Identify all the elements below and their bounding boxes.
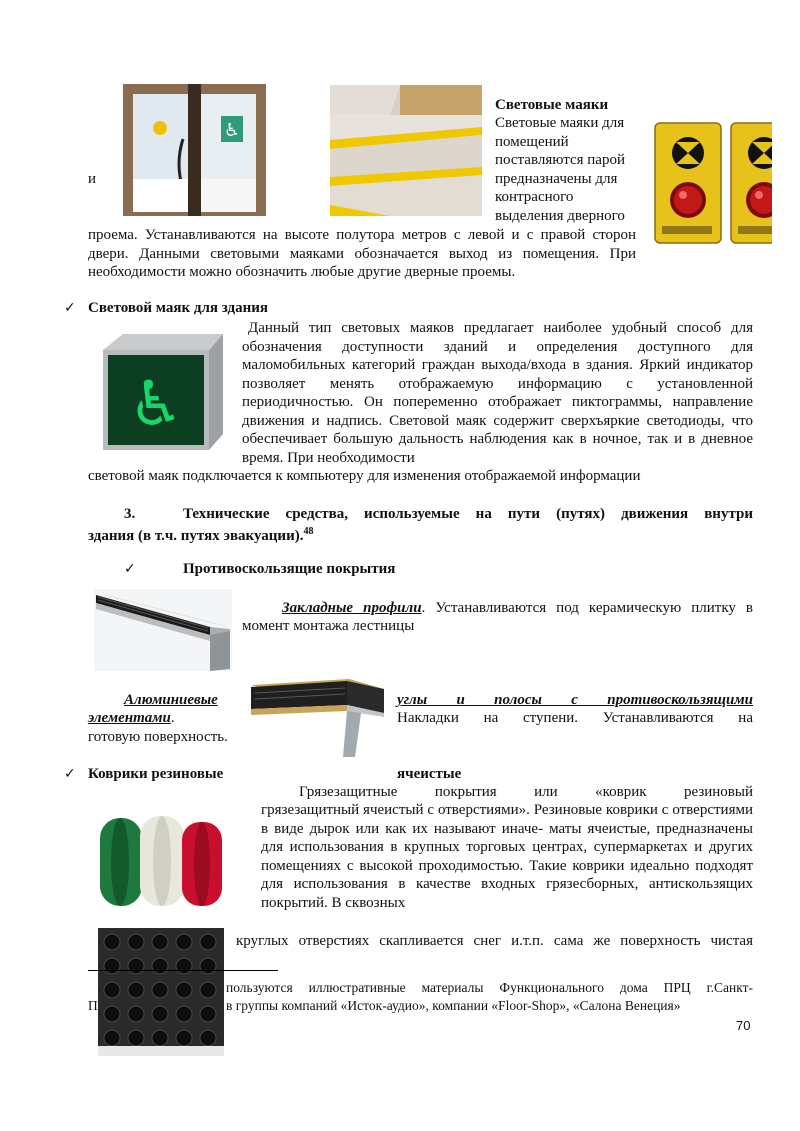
beacons-line: предназначены для (495, 170, 618, 187)
footnote-rule (88, 970, 278, 971)
beacon-signs-photo (652, 120, 772, 246)
beacons-line: выделения дверного (495, 207, 625, 224)
and-text: и (88, 171, 97, 187)
footnote-line1: пользуются иллюстративные материалы Функционального дома ПРЦ г.Санкт- (226, 980, 753, 995)
stairs-photo (330, 85, 482, 216)
mats-heading: Коврики резиновые (88, 766, 224, 782)
mats-heading-right: ячеистые (397, 766, 462, 782)
anti-slip-heading: Противоскользящие покрытия (183, 561, 396, 577)
elements-label: элементами (88, 710, 171, 726)
ready-surface-text: готовую поверхность. (88, 729, 228, 745)
beacons-line: Световые маяки для (495, 115, 625, 131)
aluminum-corner-photo (251, 675, 384, 757)
section-title-line1: Технические средства, используемые на пути (путях) движения внутри (183, 506, 753, 522)
footnote-line2-rest: в группы компаний «Исток-аудио», компании «Floor-Shop», «Салона Венеция» (226, 998, 681, 1013)
beacons-line: контрасного (495, 189, 574, 205)
profiles-line2: момент монтажа лестницы (242, 618, 415, 634)
beacons-line: помещений (495, 133, 569, 150)
profiles-line1 (282, 599, 753, 618)
building-beacon-body: Данный тип световых маяков предлагает наиболее удобный способ для обозначения доступности зданий и определения доступного для маломобильных категорий граждан выхода/входа в здания. Яркий индикатор позволяет менять отображаемую информацию с установленной периодичностью. Он попеременно отображает пиктограммы, направление движения и надпись. Световой маяк содержит сверхъяркие светодиоды, что обеспечивает большую дальность наблюдения как в ночное, так и в дневное время. При необходимости (242, 320, 753, 466)
tape-rolls-photo (98, 810, 226, 910)
check-icon: ✓ (64, 766, 76, 782)
corners-label: углы и полосы с противоскользящими (397, 692, 753, 708)
footnote-ref: 48 (303, 526, 314, 537)
svg-text:♿: ♿ (128, 367, 184, 440)
section-title-text: здания (в т.ч. путях эвакуации). (88, 528, 304, 544)
door-photo (123, 84, 266, 216)
check-icon: ✓ (124, 561, 136, 577)
mats-after-image: круглых отверстиях скапливается снег и.т.п. сама же поверхность чистая (236, 933, 753, 949)
beacons-continuation: проема. Устанавливаются на высоте полутора метров с левой и с правой сторон двери. Данными световыми маяками обозначается выход из помещения. При необходимости можно обозначить любые другие дверные проемы. (88, 227, 636, 280)
elements-line (88, 709, 175, 728)
section-title-line2 (88, 523, 313, 546)
footnote-line2-start: П (88, 998, 98, 1013)
mats-body: грязезащитный ячеистый с отверстиями». Резиновые коврики с отверстиями в виде дырок или как их называют иначе- маты ячеистые, предназначены для использования в крупных торговых центрах, супермаркетах и других помещениях с высокой проходимостью. Такие коврики идеально подходят для использования в качестве входных грязесборных, антискользящих покрытий. В сквозных (261, 802, 753, 911)
rubber-mat-photo (98, 928, 224, 1056)
aluminum-label-wrap (124, 691, 218, 710)
beacons-line: поставляются парой (495, 152, 625, 168)
nakladki-text: Накладки на ступени. Устанавливаются на (397, 710, 753, 726)
beacons-text-lines (495, 114, 625, 225)
section-number: 3. (124, 506, 136, 522)
check-icon: ✓ (64, 300, 76, 316)
beacons-title: Световые маяки (495, 97, 609, 113)
building-beacon-heading: Световой маяк для здания (88, 300, 269, 316)
profiles-label: Закладные профили (282, 600, 422, 616)
elements-dot: . (170, 710, 175, 726)
mats-line1: Грязезащитные покрытия или «коврик резиновый (299, 784, 753, 800)
embedded-profile-photo (94, 589, 232, 671)
corners-line (397, 691, 753, 710)
led-sign-photo (97, 330, 227, 455)
svg-text:♿: ♿ (223, 120, 241, 141)
building-beacon-body-last: световой маяк подключается к компьютеру для изменения отображаемой информации (88, 468, 641, 484)
profiles-text: . Устанавливаются под керамическую плитку в (421, 600, 753, 616)
aluminum-label: Алюминиевые (124, 692, 218, 708)
page-number: 70 (736, 1018, 751, 1033)
